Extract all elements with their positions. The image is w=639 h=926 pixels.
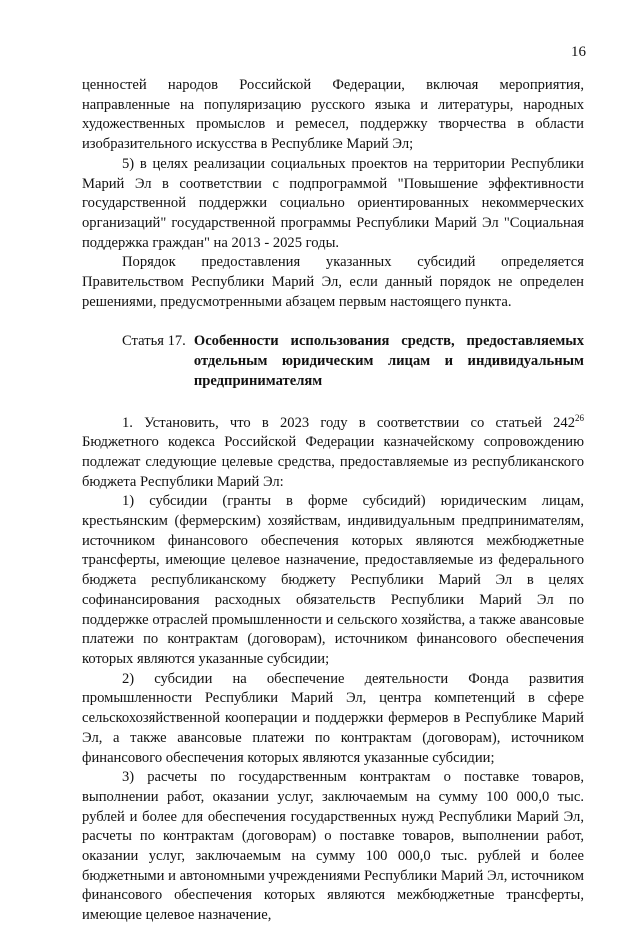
- paragraph-subclause-2: 2) субсидии на обеспечение деятельности Фонда развития промышленности Республики Марий Эл, центра компетенций в сфере сельскохозяйственной кооперации и поддержки фермеров в Республике Марий Эл, а также авансовые платежи по контрактам (договорам), источником финансового обеспечения которых являются указанные субсидии;: [82, 670, 584, 766]
- article-heading: [82, 332, 584, 391]
- article-title: Особенности использования средств, предоставляемых отдельным юридическим лицам и индивидуальным предпринимателям: [193, 333, 584, 389]
- page-number: 16: [571, 44, 586, 60]
- clause-1-text-end: Бюджетного кодекса Российской Федерации казначейскому сопровождению подлежат следующие целевые средства, предоставляемые из республиканского бюджета Республики Марий Эл:: [82, 434, 584, 490]
- document-body: [82, 76, 584, 926]
- paragraph-subclause-1: 1) субсидии (гранты в форме субсидий) юридическим лицам, крестьянским (фермерским) хозяйствам, индивидуальным предпринимателям, источником финансового обеспечения которых являются межбюджетные трансферты, имеющие целевое назначение, предоставляемые из федерального бюджета республиканскому бюджету Республики Марий Эл в целях софинансирования расходных обязательств Республики Марий Эл по поддержке отраслей промышленности и сельского хозяйства, а также авансовые платежи по контрактам (договорам), источником финансового обеспечения которых являются указанные субсидии;: [82, 493, 584, 667]
- paragraph-subclause-3: 3) расчеты по государственным контрактам о поставке товаров, выполнении работ, оказании услуг, заключаемым на сумму 100 000,0 тыс. рублей и более для обеспечения государственных нужд Республики Марий Эл, расчеты по контрактам (договорам) о поставке товаров, выполнении работ, оказании услуг, заключаемым на сумму 100 000,0 тыс. рублей и более бюджетными и автономными учреждениями Республики Марий Эл, источником финансового обеспечения которых являются межбюджетные трансферты, имеющие целевое назначение,: [82, 769, 584, 924]
- paragraph-procedure: Порядок предоставления указанных субсидий определяется Правительством Республики Марий Эл, если данный порядок не определен решениями, предусмотренными абзацем первым настоящего пункта.: [82, 254, 584, 310]
- article-superscript: 26: [575, 412, 584, 423]
- article-label: Статья 17.: [122, 333, 186, 350]
- paragraph-clause-1: [82, 414, 584, 493]
- clause-1-text-start: 1. Установить, что в 2023 году в соответствии со статьей 242: [122, 414, 575, 431]
- paragraph-item-5: 5) в целях реализации социальных проектов на территории Республики Марий Эл в соответствии с подпрограммой "Повышение эффективности государственной поддержки социально ориентированных некоммерческих организаций" государственной программы Республики Марий Эл "Социальная поддержка граждан" на 2013 - 2025 годы.: [82, 155, 584, 251]
- paragraph-continuation: ценностей народов Российской Федерации, включая мероприятия, направленные на популяризацию русского языка и литературы, народных художественных промыслов и ремесел, поддержку творчества в области изобразительного искусства в Республике Марий Эл;: [82, 77, 584, 153]
